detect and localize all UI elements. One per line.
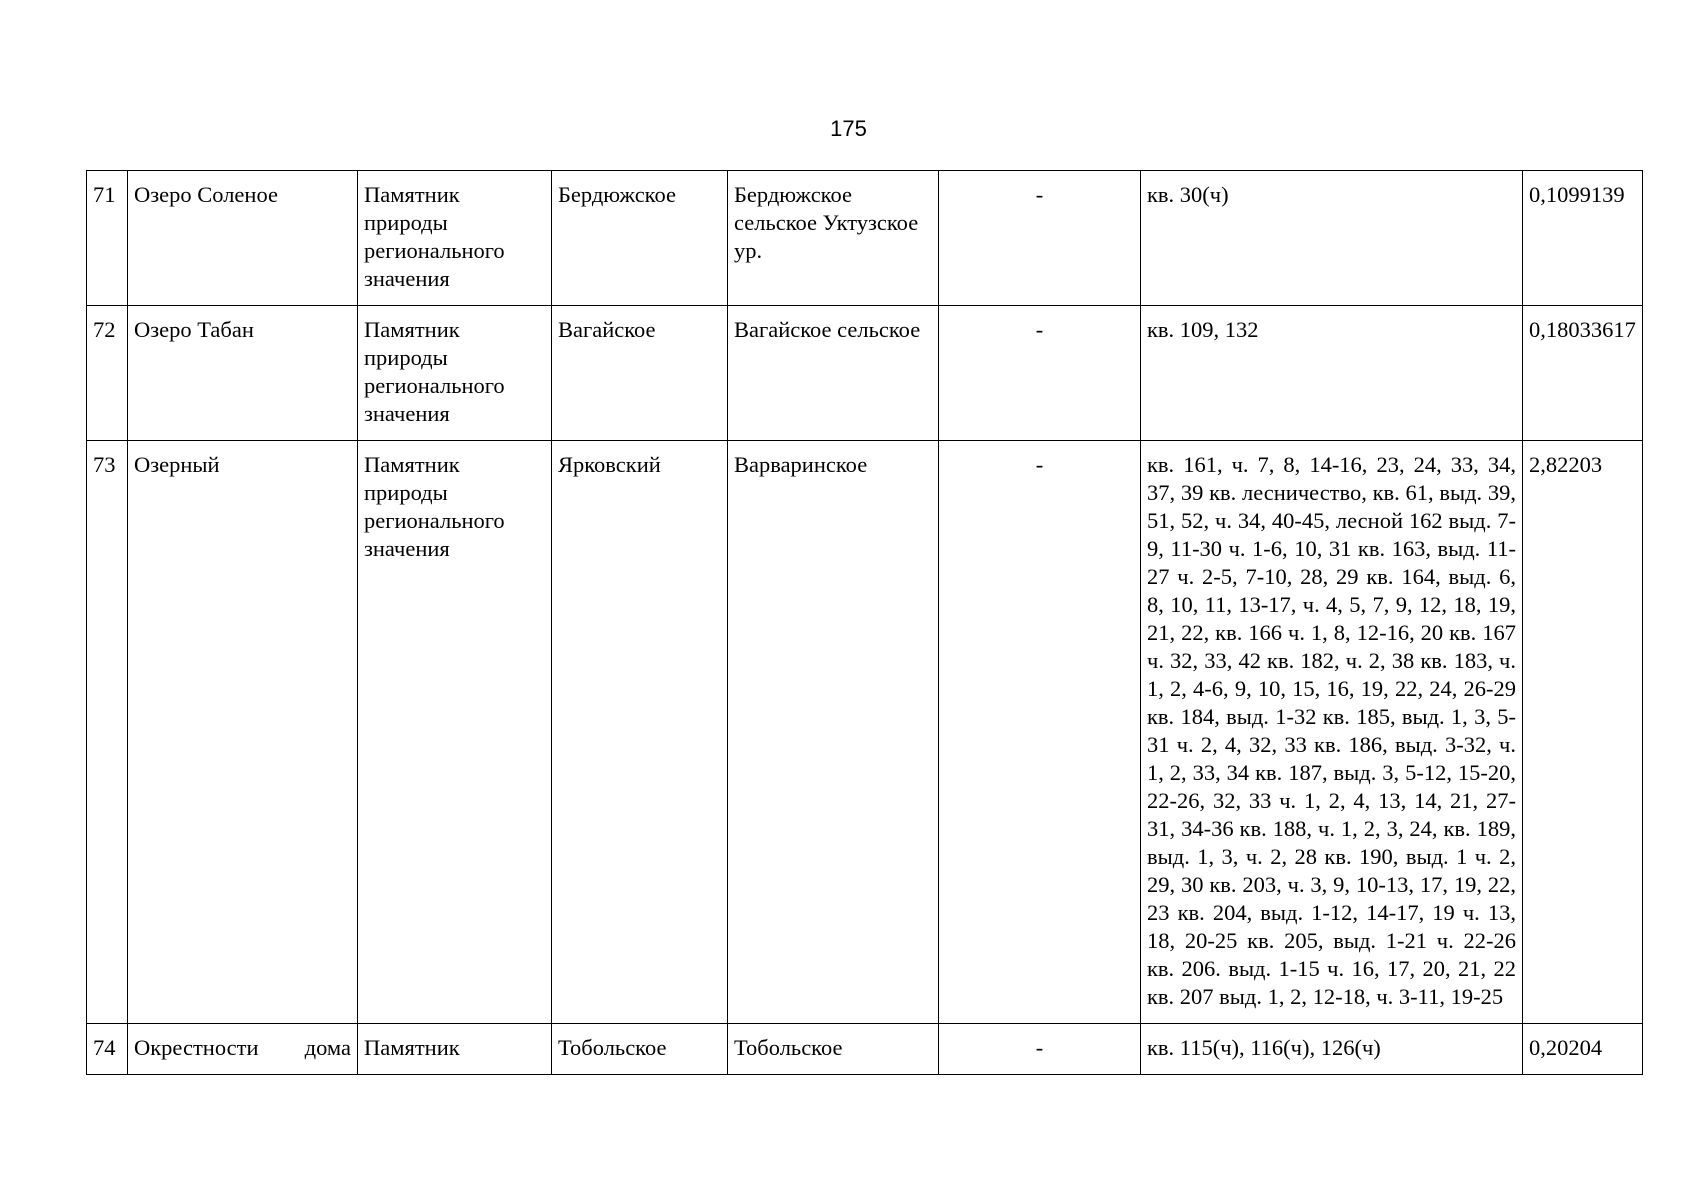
area-value: 0,20204: [1523, 1024, 1643, 1075]
district: Бердюжское: [552, 171, 728, 306]
table-row: [87, 171, 1643, 306]
page-number: 175: [830, 116, 867, 141]
object-name: [128, 1024, 358, 1075]
territory: Вагайское сельское: [728, 306, 939, 441]
object-name: Озерный: [128, 441, 358, 1024]
object-category: Памятник природы регионального значения: [358, 306, 552, 441]
dash-cell: -: [939, 441, 1141, 1024]
district: Тобольское: [552, 1024, 728, 1075]
object-category: Памятник: [358, 1024, 552, 1075]
quarters-list: кв. 115(ч), 116(ч), 126(ч): [1141, 1024, 1523, 1075]
registry-table: [86, 170, 1643, 1075]
area-value: 0,1099139: [1523, 171, 1643, 306]
dash-cell: -: [939, 171, 1141, 306]
quarters-list: кв. 30(ч): [1141, 171, 1523, 306]
territory: Тобольское: [728, 1024, 939, 1075]
dash-cell: -: [939, 1024, 1141, 1075]
row-number: 72: [87, 306, 128, 441]
table-row: [87, 306, 1643, 441]
quarters-list: кв. 109, 132: [1141, 306, 1523, 441]
row-number: 71: [87, 171, 128, 306]
area-value: 0,18033617: [1523, 306, 1643, 441]
object-name: Озеро Соленое: [128, 171, 358, 306]
area-value: 2,82203: [1523, 441, 1643, 1024]
territory: Варваринское: [728, 441, 939, 1024]
table-row: [87, 1024, 1643, 1075]
row-number: 73: [87, 441, 128, 1024]
object-category: Памятник природы регионального значения: [358, 441, 552, 1024]
table-row: [87, 441, 1643, 1024]
object-name-part: дома: [304, 1035, 351, 1060]
row-number: 74: [87, 1024, 128, 1075]
object-name-part: Окрестности: [134, 1035, 259, 1060]
district: Вагайское: [552, 306, 728, 441]
object-category: Памятник природы регионального значения: [358, 171, 552, 306]
territory: Бердюжское сельское Уктузское ур.: [728, 171, 939, 306]
quarters-list: кв. 161, ч. 7, 8, 14-16, 23, 24, 33, 34, 37, 39 кв. лесничество, кв. 61, выд. 39, 51, 52, ч. 34, 40-45, лесной 162 выд. 7-9, 11-30 ч. 1-6, 10, 31 кв. 163, выд. 11-27 ч. 2-5, 7-10, 28, 29 кв. 164, выд. 6, 8, 10, 11, 13-17, ч. 4, 5, 7, 9, 12, 18, 19, 21, 22, кв. 166 ч. 1, 8, 12-16, 20 кв. 167 ч. 32, 33, 42 кв. 182, ч. 2, 38 кв. 183, ч. 1, 2, 4-6, 9, 10, 15, 16, 19, 22, 24, 26-29 кв. 184, выд. 1-32 кв. 185, выд. 1, 3, 5-31 ч. 2, 4, 32, 33 кв. 186, выд. 3-32, ч. 1, 2, 33, 34 кв. 187, выд. 3, 5-12, 15-20, 22-26, 32, 33 ч. 1, 2, 4, 13, 14, 21, 27-31, 34-36 кв. 188, ч. 1, 2, 3, 24, кв. 189, выд. 1, 3, ч. 2, 28 кв. 190, выд. 1 ч. 2, 29, 30 кв. 203, ч. 3, 9, 10-13, 17, 19, 22, 23 кв. 204, выд. 1-12, 14-17, 19 ч. 13, 18, 20-25 кв. 205, выд. 1-21 ч. 22-26 кв. 206. выд. 1-15 ч. 16, 17, 20, 21, 22 кв. 207 выд. 1, 2, 12-18, ч. 3-11, 19-25: [1141, 441, 1523, 1024]
district: Ярковский: [552, 441, 728, 1024]
object-name: Озеро Табан: [128, 306, 358, 441]
dash-cell: -: [939, 306, 1141, 441]
